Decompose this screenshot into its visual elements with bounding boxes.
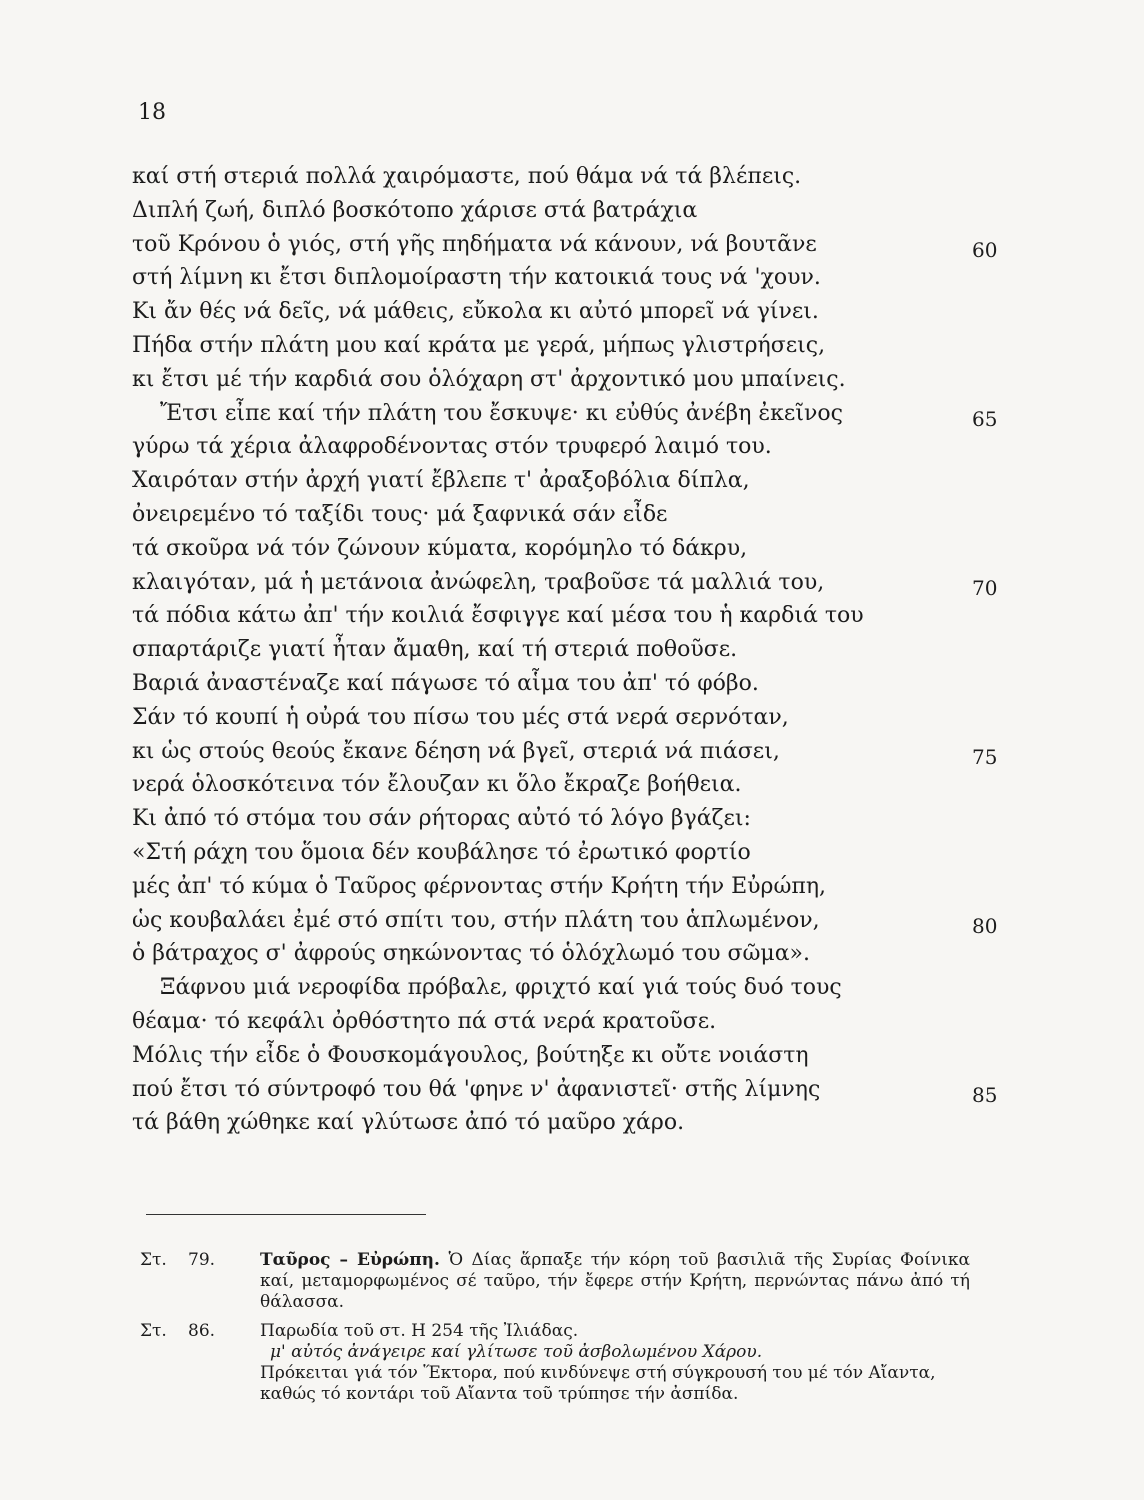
- verse-line: [132, 1039, 992, 1073]
- poem: [132, 160, 998, 1140]
- verse-line: [132, 836, 992, 870]
- verse-text: θέαμα· τό κεφάλι ὀρθόστητο πά στά νερά κρατοῦσε.: [132, 1008, 717, 1034]
- verse-line: [132, 532, 992, 566]
- footnote-ref: Στ.: [140, 1250, 167, 1270]
- verse-text: σπαρτάριζε γιατί ἦταν ἄμαθη, καί τή στεριά ποθοῦσε.: [132, 637, 738, 663]
- verse-line: [132, 498, 992, 532]
- verse-number: 80: [972, 913, 998, 938]
- verse-line: [132, 1073, 998, 1107]
- verse-text: Βαριά ἀναστέναζε καί πάγωσε τό αἷμα του ἀπ' τό φόβο.: [132, 670, 759, 696]
- verse-text: Κι ἄν θές νά δεῖς, νά μάθεις, εὔκολα κι αὐτό μπορεῖ νά γίνει.: [132, 299, 819, 325]
- verse-line: [132, 261, 992, 295]
- verse-text: Σάν τό κουπί ἡ οὐρά του πίσω του μές στά νερά σερνόταν,: [132, 704, 789, 730]
- verse-line: [132, 701, 992, 735]
- verse-line: [132, 768, 992, 802]
- verse-line: [132, 228, 998, 262]
- verse-text: νερά ὁλοσκότεινα τόν ἔλουζαν κι ὅλο ἔκραζε βοήθεια.: [132, 772, 742, 798]
- verse-line: [132, 566, 998, 600]
- verse-line: [132, 464, 992, 498]
- verse-text: πού ἔτσι τό σύντροφό του θά 'φηνε ν' ἀφανιστεῖ· στῆς λίμνης: [132, 1076, 821, 1102]
- verse-line: [132, 904, 998, 938]
- verse-text: τά πόδια κάτω ἀπ' τήν κοιλιά ἔσφιγγε καί μέσα του ἡ καρδιά του: [132, 603, 864, 629]
- verse-line: [132, 633, 992, 667]
- verse-line: [132, 363, 992, 397]
- verse-line: [132, 295, 992, 329]
- verse-text: Κι ἀπό τό στόμα του σάν ρήτορας αὐτό τό λόγο βγάζει:: [132, 806, 751, 832]
- verse-text: κι ἔτσι μέ τήν καρδιά σου ὁλόχαρη στ' ἀρχοντικό μου μπαίνεις.: [132, 366, 846, 392]
- verse-text: τά βάθη χώθηκε καί γλύτωσε ἀπό τό μαῦρο χάρο.: [132, 1110, 685, 1136]
- verse-line: [132, 194, 992, 228]
- footnote-line-number: 79.: [188, 1250, 216, 1270]
- verse-line: [132, 735, 998, 769]
- verse-text: στή λίμνη κι ἔτσι διπλομοίραστη τήν κατοικιά τους νά 'χουν.: [132, 265, 821, 291]
- verse-text: ὁ βάτραχος σ' ἀφρούς σηκώνοντας τό ὁλόχλωμό του σῶμα».: [132, 941, 811, 967]
- verse-line: [132, 397, 998, 431]
- verse-text: Ἔτσι εἶπε καί τήν πλάτη του ἔσκυψε· κι εὐθύς ἀνέβη ἐκεῖνος: [160, 400, 843, 426]
- footnotes: [140, 1250, 970, 1413]
- footnote: [140, 1321, 970, 1405]
- verse-number: 85: [972, 1082, 998, 1107]
- verse-text: Χαιρόταν στήν ἀρχή γιατί ἔβλεπε τ' ἀραξοβόλια δίπλα,: [132, 468, 750, 494]
- footnote-body: [260, 1250, 970, 1313]
- verse-text: ὡς κουβαλάει ἐμέ στό σπίτι του, στήν πλάτη του ἁπλωμένον,: [132, 907, 820, 933]
- verse-line: [132, 1005, 992, 1039]
- footnote: [140, 1250, 970, 1313]
- verse-line: [132, 667, 992, 701]
- verse-line: [132, 599, 992, 633]
- verse-number: 60: [972, 237, 998, 262]
- footnote-text: Ὁ Δίας ἅρπαξε τήν κόρη τοῦ βασιλιᾶ τῆς Συρίας Φοίνικα καί, μεταμορφωμένος σέ ταῦρο, τήν ἔφερε στήν Κρήτη, περνώντας πάνω ἀπό τή θάλασσα.: [260, 1250, 970, 1312]
- verse-line: [132, 802, 992, 836]
- verse-text: κι ὡς στούς θεούς ἔκανε δέηση νά βγεῖ, στεριά νά πιάσει,: [132, 738, 780, 764]
- verse-text: «Στή ράχη του ὅμοια δέν κουβάλησε τό ἐρωτικό φορτίο: [132, 839, 751, 865]
- verse-text: γύρω τά χέρια ἀλαφροδένοντας στόν τρυφερό λαιμό του.: [132, 434, 772, 460]
- footnote-extra: Πρόκειται γιά τόν Ἕκτορα, πού κινδύνεψε στή σύγκρουσή του μέ τόν Αἴαντα, καθώς τό κοντάρι τοῦ Αἴαντα τοῦ τρύπησε τήν ἀσπίδα.: [260, 1363, 936, 1404]
- verse-line: [132, 971, 992, 1005]
- verse-line: [132, 329, 992, 363]
- verse-number: 75: [972, 744, 998, 769]
- footnote-term: Ταῦρος – Εὐρώπη.: [260, 1250, 440, 1270]
- verse-number: 65: [972, 406, 998, 431]
- footnote-quote: μ' αὐτός ἀνάγειρε καί γλίτωσε τοῦ ἀσβολωμένου Χάρου.: [270, 1342, 763, 1362]
- verse-text: τοῦ Κρόνου ὁ γιός, στή γῆς πηδήματα νά κάνουν, νά βουτᾶνε: [132, 231, 817, 257]
- verse-text: Πήδα στήν πλάτη μου καί κράτα με γερά, μήπως γλιστρήσεις,: [132, 332, 826, 358]
- page-number: 18: [138, 100, 166, 125]
- verse-text: μές ἀπ' τό κύμα ὁ Ταῦρος φέρνοντας στήν Κρήτη τήν Εὐρώπη,: [132, 873, 827, 899]
- verse-line: [132, 160, 992, 194]
- verse-text: καί στή στεριά πολλά χαιρόμαστε, πού θάμα νά τά βλέπεις.: [132, 164, 802, 189]
- verse-line: [132, 430, 992, 464]
- verse-text: κλαιγόταν, μά ἡ μετάνοια ἀνώφελη, τραβοῦσε τά μαλλιά του,: [132, 569, 825, 595]
- footnote-text: Παρωδία τοῦ στ. Η 254 τῆς Ἰλιάδας.: [260, 1321, 579, 1341]
- footnote-rule: [146, 1214, 426, 1215]
- verse-text: Μόλις τήν εἶδε ὁ Φουσκομάγουλος, βούτηξε κι οὔτε νοιάστη: [132, 1042, 809, 1068]
- footnote-ref: Στ.: [140, 1321, 167, 1341]
- footnote-line-number: 86.: [188, 1321, 216, 1341]
- verse-line: [132, 937, 992, 971]
- verse-line: [132, 870, 992, 904]
- verse-text: Διπλή ζωή, διπλό βοσκότοπο χάρισε στά βατράχια: [132, 197, 698, 223]
- verse-text: τά σκοῦρα νά τόν ζώνουν κύματα, κορόμηλο τό δάκρυ,: [132, 535, 748, 561]
- verse-text: Ξάφνου μιά νεροφίδα πρόβαλε, φριχτό καί γιά τούς δυό τους: [160, 975, 842, 1001]
- verse-text: ὀνειρεμένο τό ταξίδι τους· μά ξαφνικά σάν εἶδε: [132, 501, 668, 527]
- footnote-body: [260, 1321, 970, 1342]
- verse-line: [132, 1106, 992, 1140]
- verse-number: 70: [972, 575, 998, 600]
